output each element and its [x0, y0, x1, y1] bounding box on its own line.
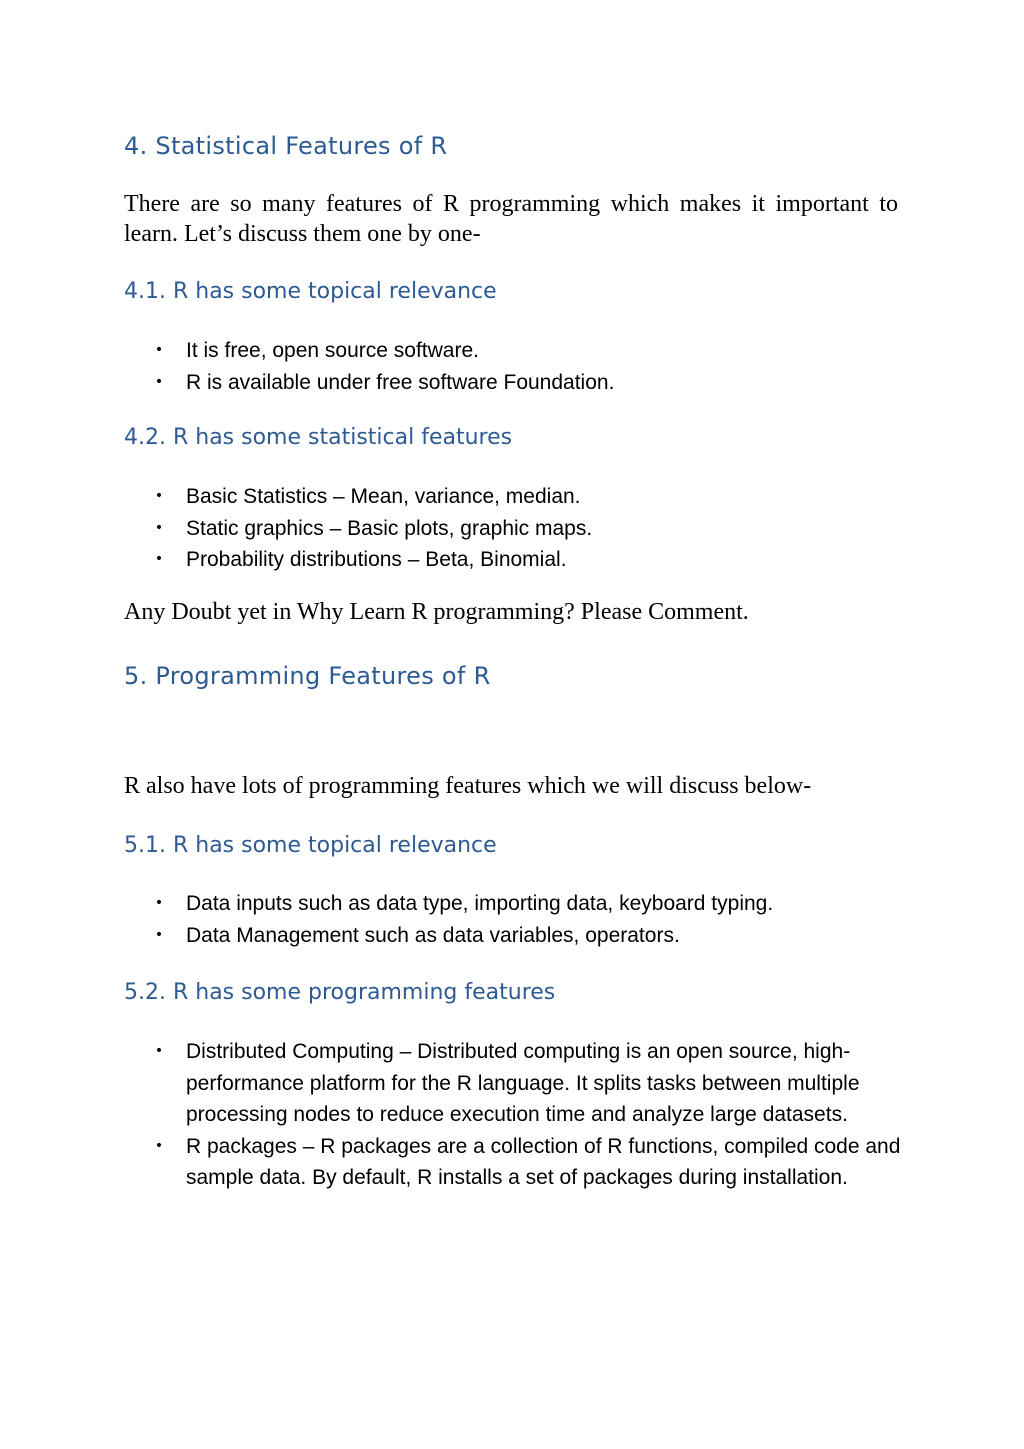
- section-4-1-list: [0, 335, 916, 398]
- list-item: • Static graphics – Basic plots, graphic maps.: [0, 513, 916, 545]
- list-item: • Basic Statistics – Mean, variance, median.: [0, 481, 916, 513]
- bullet-icon: •: [154, 1043, 164, 1059]
- section-4-intro: There are so many features of R programming which makes it important to learn. Let’s discuss them one by one-: [124, 191, 898, 247]
- bullet-icon: •: [154, 895, 164, 911]
- list-item: • R is available under free software Foundation.: [0, 367, 916, 399]
- bullet-icon: •: [154, 342, 164, 358]
- list-item: • Data inputs such as data type, importing data, keyboard typing.: [0, 888, 916, 920]
- bullet-icon: •: [154, 551, 164, 567]
- list-item: • Distributed Computing – Distributed computing is an open source, high-performance platform for the R language. It splits tasks between multiple processing nodes to reduce execution time and analyze large datasets.: [0, 1036, 916, 1131]
- section-5-1-list: [0, 888, 916, 951]
- section-4-2-heading: 4.2. R has some statistical features: [124, 425, 513, 450]
- section-5-intro: R also have lots of programming features which we will discuss below-: [124, 773, 812, 799]
- bullet-icon: •: [154, 519, 164, 536]
- list-item: • Data Management such as data variables, operators.: [0, 920, 916, 952]
- section-5-2-list: [0, 1036, 916, 1194]
- bullet-icon: •: [154, 488, 164, 504]
- section-4-heading: 4. Statistical Features of R: [124, 132, 448, 160]
- list-item: • It is free, open source software.: [0, 335, 916, 367]
- section-4-1-heading: 4.1. R has some topical relevance: [124, 279, 497, 304]
- section-5-1-heading: 5.1. R has some topical relevance: [124, 833, 497, 858]
- bullet-icon: •: [154, 373, 164, 390]
- section-5-heading: 5. Programming Features of R: [124, 662, 491, 690]
- bullet-icon: •: [154, 1137, 164, 1154]
- list-item: • Probability distributions – Beta, Binomial.: [0, 544, 916, 576]
- section-4-2-list: [0, 481, 916, 576]
- bullet-icon: •: [154, 926, 164, 943]
- doubt-prompt: Any Doubt yet in Why Learn R programming? Please Comment.: [124, 599, 749, 625]
- section-5-2-heading: 5.2. R has some programming features: [124, 980, 556, 1005]
- list-item: • R packages – R packages are a collection of R functions, compiled code and sample data. By default, R installs a set of packages during installation.: [0, 1131, 916, 1194]
